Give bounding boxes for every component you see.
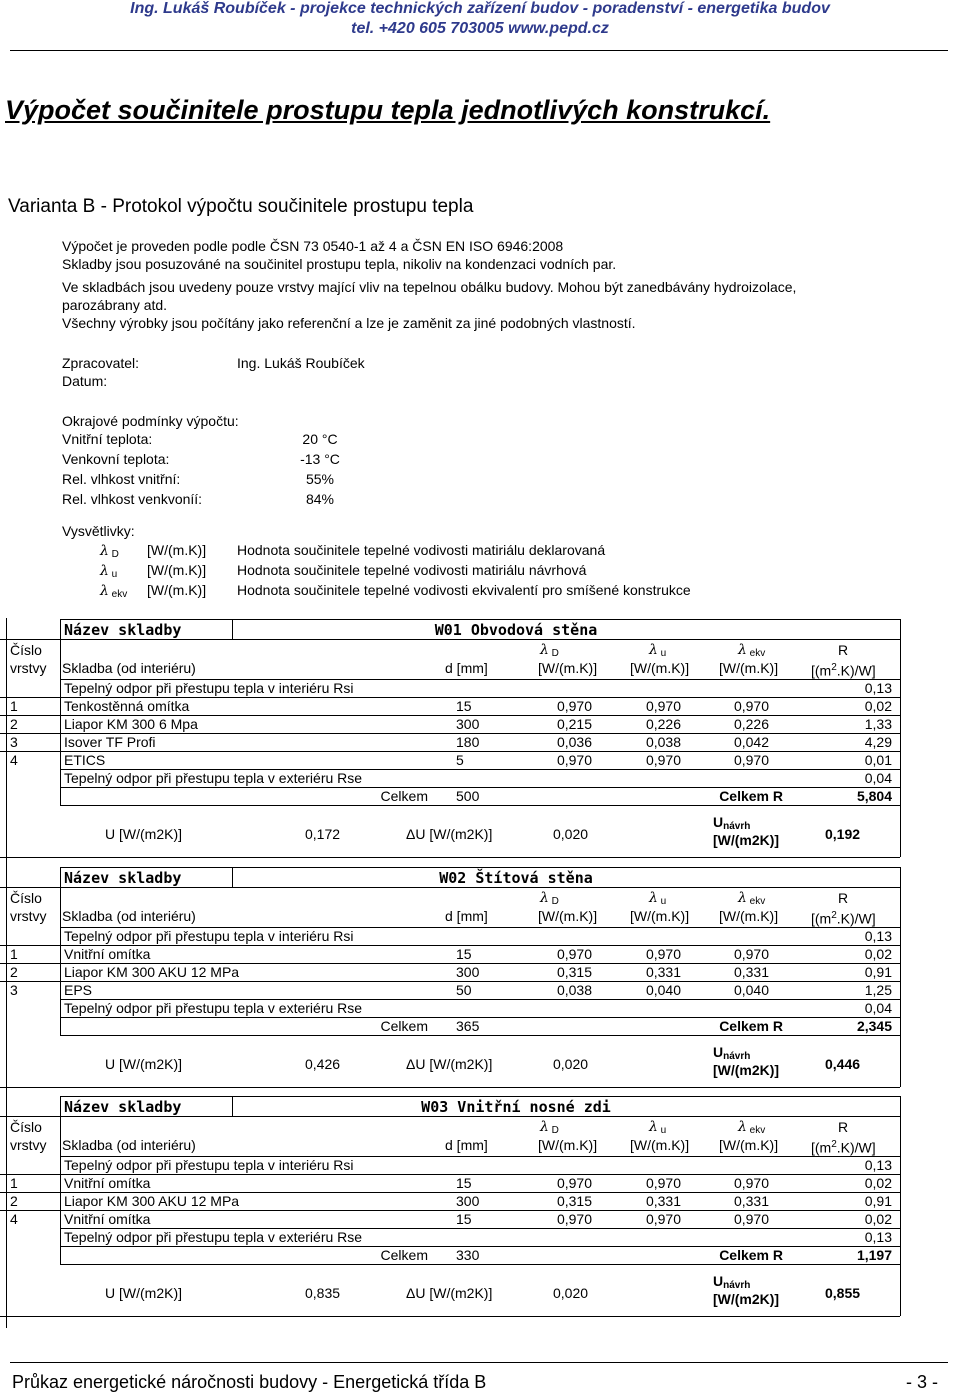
u-label: U [W/(m2K)] — [105, 1056, 182, 1072]
header-company: Ing. Lukáš Roubíček - projekce technických zařízení budov - poradenství - energetika budov — [130, 0, 830, 17]
col-cislo: Číslo — [10, 642, 42, 658]
lambda-subscript: D — [548, 896, 559, 907]
col-rule — [60, 1116, 61, 1264]
layer-lambda-d: 0,038 — [556, 982, 592, 998]
col-lambda-u — [649, 889, 666, 907]
layer-r: 0,91 — [864, 964, 892, 980]
condition-label: Vnitřní teplota: — [62, 431, 153, 447]
un-subscript: návrh — [723, 1280, 751, 1291]
layer-d: 5 — [456, 752, 464, 768]
footer-divider — [10, 1362, 948, 1363]
condition-label: Rel. vlhkost vnitřní: — [62, 471, 181, 487]
row-celkem-d: 500 — [456, 788, 480, 804]
row-celkem-r-value: 2,345 — [856, 1018, 892, 1034]
legend-title: Vysvětlivky: — [62, 523, 135, 539]
legend-unit: [W/(m.K)] — [147, 562, 207, 578]
u-value: 0,835 — [305, 1285, 341, 1301]
row-rse-label: Tepelný odpor při přestupu tepla v exteriéru Rse — [64, 1229, 363, 1245]
col-rule — [900, 639, 901, 805]
r-unit-a: [(m — [811, 1139, 832, 1156]
lambda-subscript: u — [657, 896, 667, 907]
un-symbol: U — [713, 1273, 724, 1289]
u-value: 0,426 — [305, 1056, 341, 1072]
col-lambda-ekv-unit: [W/(m.K)] — [719, 908, 779, 924]
layer-number: 4 — [10, 752, 18, 768]
lambda-symbol: λ — [100, 543, 109, 559]
col-d: d [mm] — [445, 660, 488, 676]
layer-lambda-u: 0,226 — [645, 716, 681, 732]
layer-d: 15 — [456, 1175, 472, 1191]
condition-label: Venkovní teplota: — [62, 451, 170, 467]
layer-lambda-d: 0,970 — [556, 752, 592, 768]
col-lambda-u-unit: [W/(m.K)] — [630, 908, 690, 924]
layer-lambda-u: 0,038 — [645, 734, 681, 750]
layer-number: 2 — [10, 716, 18, 732]
layer-lambda-d: 0,970 — [556, 1175, 592, 1191]
condition-label: Rel. vlhkost venkvoníí: — [62, 491, 203, 507]
footer-text: Průkaz energetické náročnosti budovy - Energetická třída B — [12, 1372, 487, 1392]
un-unit: [W/(m2K)] — [713, 1062, 780, 1078]
row-rule — [60, 1035, 900, 1036]
layer-r: 0,02 — [864, 698, 892, 714]
du-label: ΔU [W/(m2K)] — [406, 826, 493, 842]
layer-lambda-d: 0,315 — [556, 1193, 592, 1209]
r-unit-sup: 2 — [831, 910, 837, 921]
un-value: 0,192 — [825, 826, 861, 842]
col-r: R — [838, 1119, 849, 1135]
col-d: d [mm] — [445, 1137, 488, 1153]
layer-lambda-ekv: 0,040 — [733, 982, 769, 998]
layer-r: 0,91 — [864, 1193, 892, 1209]
table-rule — [900, 1096, 901, 1116]
un-unit: [W/(m2K)] — [713, 832, 780, 848]
layer-lambda-u: 0,331 — [645, 964, 681, 980]
r-unit-b: .K)/W] — [836, 910, 876, 927]
col-lambda-d-unit: [W/(m.K)] — [538, 660, 598, 676]
layer-name: Vnitřní omítka — [64, 1175, 151, 1191]
layer-name: Vnitřní omítka — [64, 1211, 151, 1227]
legend-desc: Hodnota součinitele tepelné vodivosti matiriálu návrhová — [237, 562, 587, 578]
row-celkem-d: 365 — [456, 1018, 480, 1034]
legend-symbol — [100, 542, 119, 560]
layer-lambda-u: 0,970 — [645, 1211, 681, 1227]
layer-name: Liapor KM 300 AKU 12 MPa — [64, 1193, 240, 1209]
lambda-subscript: ekv — [746, 896, 766, 907]
table-name-label: Název skladby — [64, 621, 182, 639]
legend-desc: Hodnota součinitele tepelné vodivosti matiriálu deklarovaná — [237, 542, 606, 558]
r-unit-sup: 2 — [831, 662, 837, 673]
lambda-subscript: u — [657, 648, 667, 659]
col-rule — [900, 805, 901, 857]
r-unit-b: .K)/W] — [836, 1139, 876, 1156]
table-rule — [232, 619, 233, 639]
u-value: 0,172 — [305, 826, 341, 842]
row-rsi-value: 0,13 — [864, 680, 892, 696]
table-rule — [60, 867, 900, 868]
layer-r: 4,29 — [864, 734, 892, 750]
layer-number: 1 — [10, 698, 18, 714]
layer-lambda-ekv: 0,970 — [733, 1175, 769, 1191]
row-celkem-label: Celkem — [380, 1018, 428, 1034]
intro-line-1: Výpočet je proveden podle podle ČSN 73 0540-1 až 4 a ČSN EN ISO 6946:2008 — [62, 238, 564, 254]
left-border — [6, 618, 7, 1328]
layer-r: 1,33 — [864, 716, 892, 732]
lambda-symbol: λ — [540, 1119, 549, 1135]
lambda-subscript: u — [108, 569, 118, 580]
layer-number: 1 — [10, 1175, 18, 1191]
row-rse-value: 0,04 — [864, 770, 892, 786]
lambda-subscript: D — [548, 648, 559, 659]
row-rsi-label: Tepelný odpor při přestupu tepla v interiéru Rsi — [64, 680, 354, 696]
col-lambda-ekv — [738, 1118, 765, 1136]
intro-line-3: Ve skladbách jsou uvedeny pouze vrstvy mající vliv na tepelnou obálku budovy. Mohou být zanedbávány hydroizolace, — [62, 279, 797, 295]
layer-lambda-u: 0,970 — [645, 946, 681, 962]
layer-lambda-d: 0,036 — [556, 734, 592, 750]
datum-label: Datum: — [62, 373, 108, 389]
page-number: - 3 - — [905, 1372, 938, 1392]
col-vrstvy: vrstvy — [10, 908, 47, 924]
row-rule — [0, 1316, 900, 1317]
layer-d: 15 — [456, 1211, 472, 1227]
lambda-subscript: ekv — [746, 648, 766, 659]
table-name-value: W01 Obvodová stěna — [434, 621, 598, 639]
col-lambda-u-unit: [W/(m.K)] — [630, 660, 690, 676]
row-celkem-r-label: Celkem R — [719, 1018, 783, 1034]
r-unit-a: [(m — [811, 662, 832, 679]
row-celkem-label: Celkem — [380, 1247, 428, 1263]
layer-number: 2 — [10, 1193, 18, 1209]
layer-name: Vnitřní omítka — [64, 946, 151, 962]
lambda-subscript: ekv — [108, 589, 128, 600]
layer-lambda-ekv: 0,970 — [733, 698, 769, 714]
du-value: 0,020 — [553, 1056, 589, 1072]
layer-name: Tenkostěnná omítka — [64, 698, 190, 714]
table-rule — [0, 639, 900, 640]
row-celkem-r-label: Celkem R — [719, 1247, 783, 1263]
layer-lambda-ekv: 0,970 — [733, 946, 769, 962]
col-r: R — [838, 642, 849, 658]
layer-lambda-u: 0,970 — [645, 698, 681, 714]
col-skladba: Skladba (od interiéru) — [62, 660, 196, 676]
col-lambda-ekv — [738, 641, 765, 659]
legend-symbol — [100, 562, 117, 580]
col-lambda-d — [540, 1118, 559, 1136]
header-divider — [10, 50, 948, 51]
row-rsi-value: 0,13 — [864, 1157, 892, 1173]
condition-value: -13 °C — [300, 451, 340, 467]
col-r-unit — [811, 659, 876, 680]
layer-number: 1 — [10, 946, 18, 962]
col-cislo: Číslo — [10, 1119, 42, 1135]
row-celkem-label: Celkem — [380, 788, 428, 804]
row-celkem-d: 330 — [456, 1247, 480, 1263]
table-rule — [900, 619, 901, 639]
layer-r: 1,25 — [864, 982, 892, 998]
zpracovatel-value: Ing. Lukáš Roubíček — [237, 355, 365, 371]
layer-r: 0,01 — [864, 752, 892, 768]
layer-d: 15 — [456, 946, 472, 962]
col-lambda-d-unit: [W/(m.K)] — [538, 1137, 598, 1153]
legend-symbol — [100, 582, 127, 600]
layer-d: 300 — [456, 716, 480, 732]
intro-line-2: Skladby jsou posuzováné na součinitel prostupu tepla, nikoliv na kondenzaci vodních par. — [62, 256, 617, 272]
table-name-value: W02 Štítová stěna — [439, 869, 593, 887]
intro-line-5: Všechny výrobky jsou počítány jako referenční a lze je zaměnit za jiné podobných vlastností. — [62, 315, 636, 331]
un-value: 0,855 — [825, 1285, 861, 1301]
un-subscript: návrh — [723, 1051, 751, 1062]
col-rule — [900, 1264, 901, 1316]
layer-number: 3 — [10, 982, 18, 998]
col-vrstvy: vrstvy — [10, 1137, 47, 1153]
layer-name: ETICS — [64, 752, 106, 768]
table-rule — [60, 1096, 61, 1116]
col-r-unit — [811, 907, 876, 928]
intro-line-4: parozábrany atd. — [62, 297, 168, 313]
page-title: Výpočet součinitele prostupu tepla jednotlivých konstrukcí. — [5, 95, 771, 125]
layer-lambda-d: 0,970 — [556, 946, 592, 962]
row-rse-label: Tepelný odpor při přestupu tepla v exteriéru Rse — [64, 1000, 363, 1016]
conditions-title: Okrajové podmínky výpočtu: — [62, 413, 239, 429]
lambda-symbol: λ — [100, 563, 109, 579]
col-r-unit — [811, 1136, 876, 1157]
row-rsi-label: Tepelný odpor při přestupu tepla v interiéru Rsi — [64, 1157, 354, 1173]
col-skladba: Skladba (od interiéru) — [62, 1137, 196, 1153]
col-lambda-u-unit: [W/(m.K)] — [630, 1137, 690, 1153]
layer-r: 0,02 — [864, 1175, 892, 1191]
header-contact: tel. +420 605 703005 www.pepd.cz — [351, 20, 609, 37]
condition-value: 20 °C — [302, 431, 338, 447]
layer-name: Liapor KM 300 AKU 12 MPa — [64, 964, 240, 980]
layer-d: 50 — [456, 982, 472, 998]
table-rule — [60, 619, 61, 639]
lambda-symbol: λ — [738, 890, 747, 906]
lambda-subscript: D — [548, 1125, 559, 1136]
layer-lambda-ekv: 0,970 — [733, 752, 769, 768]
col-rule — [60, 887, 61, 1035]
layer-name: EPS — [64, 982, 93, 998]
lambda-subscript: ekv — [746, 1125, 766, 1136]
table-name-label: Název skladby — [64, 1098, 182, 1116]
layer-lambda-ekv: 0,226 — [733, 716, 769, 732]
col-lambda-d — [540, 889, 559, 907]
layer-lambda-ekv: 0,331 — [733, 964, 769, 980]
table-rule — [232, 1096, 233, 1116]
layer-number: 3 — [10, 734, 18, 750]
layer-lambda-d: 0,970 — [556, 1211, 592, 1227]
table-rule — [60, 1096, 900, 1097]
row-rule — [0, 857, 900, 858]
table-rule — [0, 887, 900, 888]
layer-d: 300 — [456, 1193, 480, 1209]
col-lambda-ekv — [738, 889, 765, 907]
col-skladba: Skladba (od interiéru) — [62, 908, 196, 924]
row-rse-label: Tepelný odpor při přestupu tepla v exteriéru Rse — [64, 770, 363, 786]
un-symbol: U — [713, 814, 724, 830]
table-rule — [0, 1116, 900, 1117]
r-unit-sup: 2 — [831, 1139, 837, 1150]
row-rule — [60, 805, 900, 806]
lambda-symbol: λ — [649, 1119, 658, 1135]
row-rsi-value: 0,13 — [864, 928, 892, 944]
col-lambda-u — [649, 641, 666, 659]
u-label: U [W/(m2K)] — [105, 826, 182, 842]
layer-d: 300 — [456, 964, 480, 980]
table-rule — [232, 867, 233, 887]
lambda-symbol: λ — [540, 890, 549, 906]
legend-desc: Hodnota součinitele tepelné vodivosti ekvivalentí pro smíšené konstrukce — [237, 582, 691, 598]
zpracovatel-label: Zpracovatel: — [62, 355, 140, 371]
layer-lambda-ekv: 0,042 — [733, 734, 769, 750]
condition-value: 84% — [305, 491, 335, 507]
un-symbol: U — [713, 1044, 724, 1060]
col-rule — [60, 639, 61, 805]
table-rule — [60, 867, 61, 887]
r-unit-b: .K)/W] — [836, 662, 876, 679]
col-lambda-ekv-unit: [W/(m.K)] — [719, 660, 779, 676]
row-rse-value: 0,13 — [864, 1229, 892, 1245]
layer-lambda-d: 0,970 — [556, 698, 592, 714]
layer-name: Isover TF Profi — [64, 734, 156, 750]
legend-unit: [W/(m.K)] — [147, 542, 207, 558]
col-lambda-d-unit: [W/(m.K)] — [538, 908, 598, 924]
layer-d: 15 — [456, 698, 472, 714]
row-rsi-label: Tepelný odpor při přestupu tepla v interiéru Rsi — [64, 928, 354, 944]
table-rule — [60, 619, 900, 620]
col-r: R — [838, 890, 849, 906]
table-rule — [900, 867, 901, 887]
r-unit-a: [(m — [811, 910, 832, 927]
layer-lambda-u: 0,331 — [645, 1193, 681, 1209]
du-value: 0,020 — [553, 826, 589, 842]
layer-number: 4 — [10, 1211, 18, 1227]
table-name-label: Název skladby — [64, 869, 182, 887]
layer-lambda-u: 0,040 — [645, 982, 681, 998]
row-rule — [0, 1087, 900, 1088]
lambda-symbol: λ — [100, 583, 109, 599]
col-rule — [900, 1116, 901, 1264]
layer-r: 0,02 — [864, 946, 892, 962]
lambda-symbol: λ — [738, 1119, 747, 1135]
protocol-title: Varianta B - Protokol výpočtu součinitele prostupu tepla — [8, 196, 474, 217]
col-d: d [mm] — [445, 908, 488, 924]
lambda-symbol: λ — [649, 642, 658, 658]
row-rse-value: 0,04 — [864, 1000, 892, 1016]
du-label: ΔU [W/(m2K)] — [406, 1056, 493, 1072]
col-lambda-ekv-unit: [W/(m.K)] — [719, 1137, 779, 1153]
un-unit: [W/(m2K)] — [713, 1291, 780, 1307]
col-rule — [900, 1035, 901, 1087]
layer-lambda-u: 0,970 — [645, 1175, 681, 1191]
row-celkem-r-value: 1,197 — [856, 1247, 892, 1263]
lambda-subscript: D — [108, 549, 119, 560]
col-cislo: Číslo — [10, 890, 42, 906]
un-subscript: návrh — [723, 821, 751, 832]
un-value: 0,446 — [825, 1056, 861, 1072]
lambda-symbol: λ — [738, 642, 747, 658]
layer-d: 180 — [456, 734, 480, 750]
layer-number: 2 — [10, 964, 18, 980]
layer-lambda-ekv: 0,331 — [733, 1193, 769, 1209]
lambda-subscript: u — [657, 1125, 667, 1136]
lambda-symbol: λ — [649, 890, 658, 906]
condition-value: 55% — [305, 471, 335, 487]
row-celkem-r-label: Celkem R — [719, 788, 783, 804]
legend-unit: [W/(m.K)] — [147, 582, 207, 598]
layer-lambda-d: 0,215 — [556, 716, 592, 732]
lambda-symbol: λ — [540, 642, 549, 658]
layer-r: 0,02 — [864, 1211, 892, 1227]
u-label: U [W/(m2K)] — [105, 1285, 182, 1301]
table-name-value: W03 Vnitřní nosné zdi — [421, 1098, 611, 1116]
row-celkem-r-value: 5,804 — [856, 788, 892, 804]
layer-lambda-u: 0,970 — [645, 752, 681, 768]
col-lambda-u — [649, 1118, 666, 1136]
layer-lambda-d: 0,315 — [556, 964, 592, 980]
layer-lambda-ekv: 0,970 — [733, 1211, 769, 1227]
du-value: 0,020 — [553, 1285, 589, 1301]
row-rule — [60, 1264, 900, 1265]
du-label: ΔU [W/(m2K)] — [406, 1285, 493, 1301]
col-vrstvy: vrstvy — [10, 660, 47, 676]
col-lambda-d — [540, 641, 559, 659]
col-rule — [900, 887, 901, 1035]
layer-name: Liapor KM 300 6 Mpa — [64, 716, 198, 732]
